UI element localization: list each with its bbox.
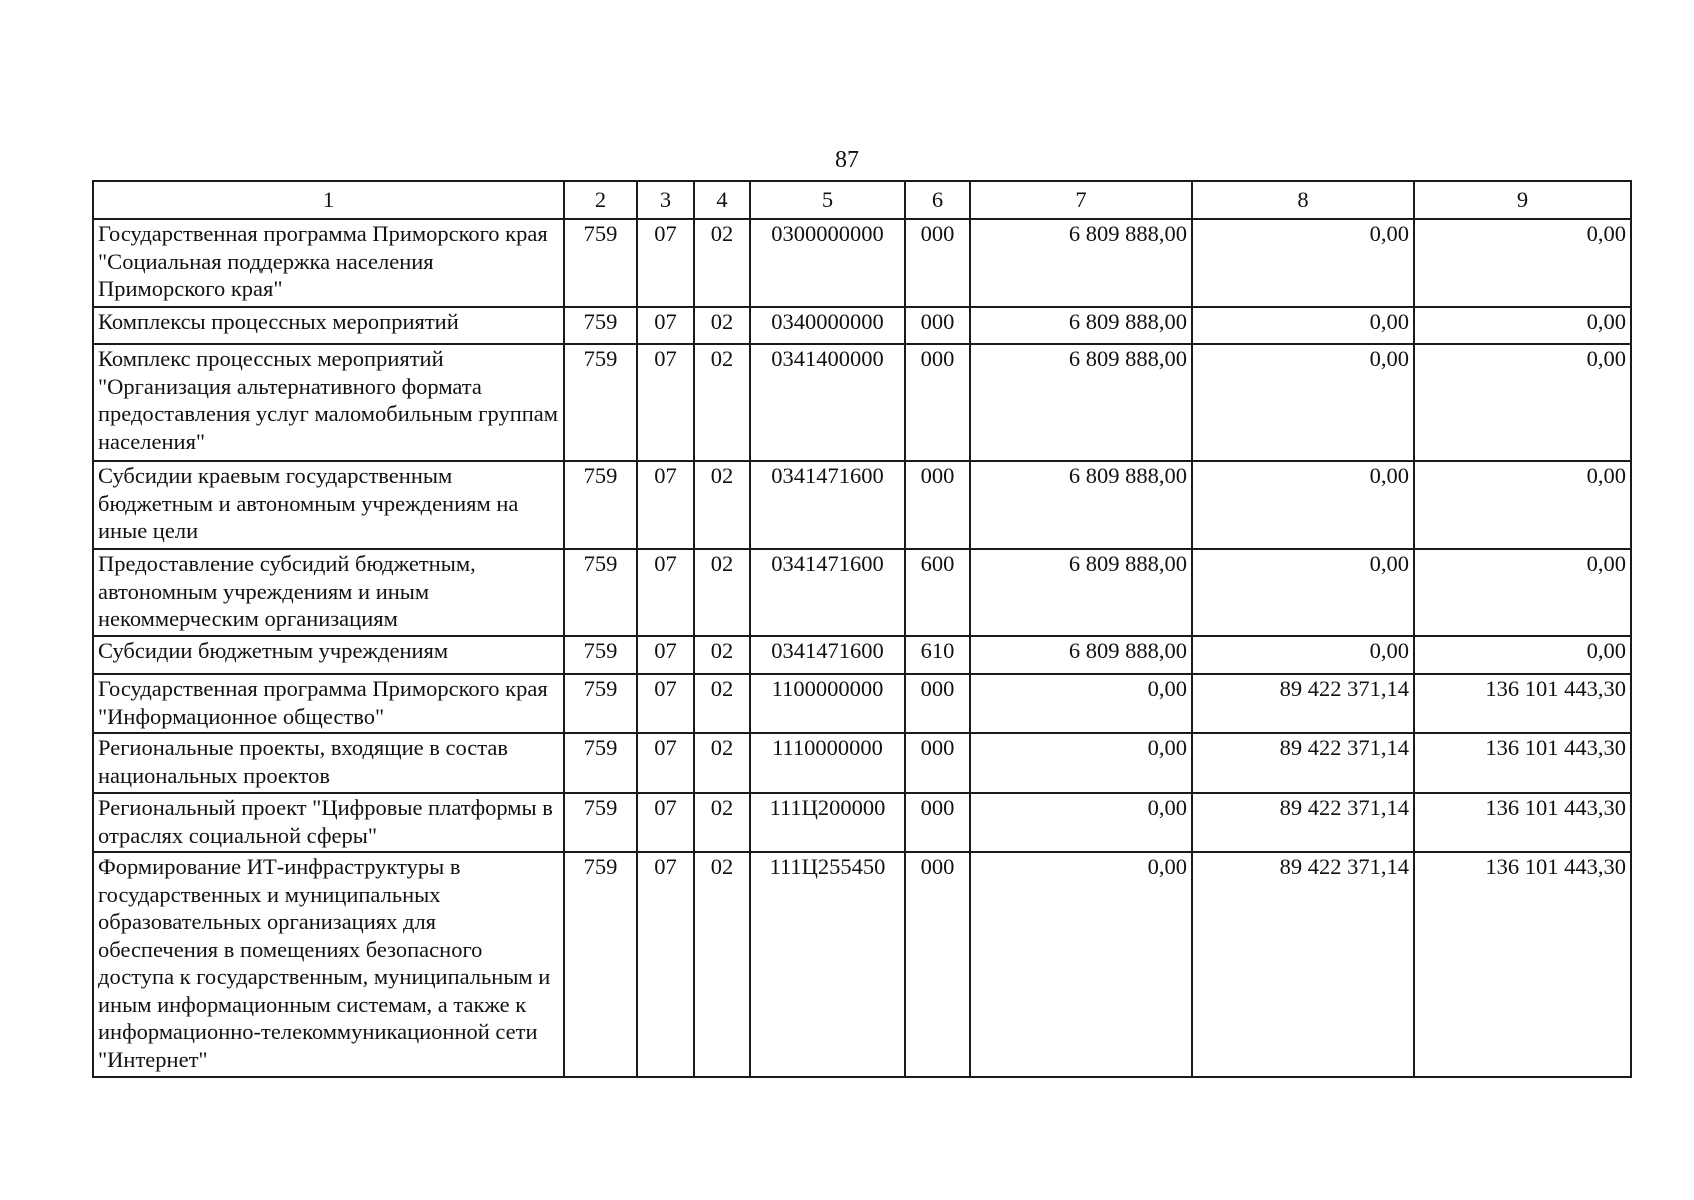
cell-col-6: 000 (905, 793, 970, 852)
cell-col-7: 0,00 (970, 733, 1192, 793)
cell-col-4: 02 (694, 219, 750, 307)
row-name: Государственная программа Приморского края "Информационное общество" (93, 674, 564, 733)
cell-col-4: 02 (694, 461, 750, 549)
cell-col-4: 02 (694, 852, 750, 1077)
cell-col-8: 89 422 371,14 (1192, 674, 1414, 733)
row-name: Субсидии бюджетным учреждениям (93, 636, 564, 674)
cell-col-3: 07 (637, 461, 694, 549)
cell-col-8: 89 422 371,14 (1192, 733, 1414, 793)
cell-col-9: 0,00 (1414, 461, 1631, 549)
cell-col-6: 000 (905, 344, 970, 461)
cell-col-8: 89 422 371,14 (1192, 852, 1414, 1077)
cell-col-9: 0,00 (1414, 219, 1631, 307)
column-header: 5 (750, 181, 905, 219)
cell-col-2: 759 (564, 307, 637, 344)
column-header: 1 (93, 181, 564, 219)
cell-col-3: 07 (637, 219, 694, 307)
cell-col-3: 07 (637, 733, 694, 793)
cell-col-5: 111Ц200000 (750, 793, 905, 852)
cell-col-4: 02 (694, 674, 750, 733)
cell-col-7: 6 809 888,00 (970, 219, 1192, 307)
budget-table (92, 180, 1632, 1078)
cell-col-3: 07 (637, 793, 694, 852)
cell-col-7: 0,00 (970, 793, 1192, 852)
column-header: 7 (970, 181, 1192, 219)
row-name: Региональные проекты, входящие в состав национальных проектов (93, 733, 564, 793)
cell-col-3: 07 (637, 549, 694, 636)
cell-col-8: 0,00 (1192, 344, 1414, 461)
cell-col-2: 759 (564, 219, 637, 307)
cell-col-9: 0,00 (1414, 636, 1631, 674)
cell-col-8: 0,00 (1192, 219, 1414, 307)
cell-col-9: 0,00 (1414, 549, 1631, 636)
cell-col-6: 000 (905, 852, 970, 1077)
cell-col-7: 6 809 888,00 (970, 461, 1192, 549)
table-row (93, 461, 1631, 549)
column-header: 4 (694, 181, 750, 219)
cell-col-7: 6 809 888,00 (970, 344, 1192, 461)
cell-col-6: 600 (905, 549, 970, 636)
column-header: 8 (1192, 181, 1414, 219)
cell-col-4: 02 (694, 793, 750, 852)
cell-col-9: 0,00 (1414, 344, 1631, 461)
cell-col-6: 000 (905, 219, 970, 307)
column-header: 9 (1414, 181, 1631, 219)
column-header: 2 (564, 181, 637, 219)
cell-col-8: 0,00 (1192, 636, 1414, 674)
table-row (93, 219, 1631, 307)
row-name: Комплекс процессных мероприятий "Организация альтернативного формата предоставления услуг маломобильным группам населения" (93, 344, 564, 461)
cell-col-7: 6 809 888,00 (970, 636, 1192, 674)
table-row (93, 549, 1631, 636)
cell-col-7: 0,00 (970, 852, 1192, 1077)
row-name: Предоставление субсидий бюджетным, автономным учреждениям и иным некоммерческим организациям (93, 549, 564, 636)
cell-col-6: 610 (905, 636, 970, 674)
cell-col-5: 0341471600 (750, 549, 905, 636)
table-row (93, 793, 1631, 852)
cell-col-4: 02 (694, 636, 750, 674)
page-number: 87 (835, 147, 859, 173)
cell-col-2: 759 (564, 461, 637, 549)
table-row (93, 307, 1631, 344)
cell-col-2: 759 (564, 733, 637, 793)
cell-col-9: 136 101 443,30 (1414, 733, 1631, 793)
row-name: Комплексы процессных мероприятий (93, 307, 564, 344)
cell-col-5: 0341471600 (750, 461, 905, 549)
cell-col-6: 000 (905, 674, 970, 733)
cell-col-8: 0,00 (1192, 461, 1414, 549)
cell-col-4: 02 (694, 344, 750, 461)
cell-col-3: 07 (637, 307, 694, 344)
cell-col-7: 6 809 888,00 (970, 307, 1192, 344)
cell-col-8: 89 422 371,14 (1192, 793, 1414, 852)
cell-col-8: 0,00 (1192, 307, 1414, 344)
cell-col-2: 759 (564, 793, 637, 852)
table-row (93, 674, 1631, 733)
column-header: 3 (637, 181, 694, 219)
row-name: Региональный проект "Цифровые платформы в отраслях социальной сферы" (93, 793, 564, 852)
cell-col-3: 07 (637, 636, 694, 674)
cell-col-2: 759 (564, 636, 637, 674)
cell-col-9: 136 101 443,30 (1414, 852, 1631, 1077)
cell-col-9: 136 101 443,30 (1414, 793, 1631, 852)
cell-col-5: 0341400000 (750, 344, 905, 461)
cell-col-7: 6 809 888,00 (970, 549, 1192, 636)
cell-col-4: 02 (694, 549, 750, 636)
cell-col-4: 02 (694, 733, 750, 793)
table-row (93, 733, 1631, 793)
cell-col-3: 07 (637, 852, 694, 1077)
cell-col-6: 000 (905, 461, 970, 549)
cell-col-5: 1110000000 (750, 733, 905, 793)
cell-col-5: 111Ц255450 (750, 852, 905, 1077)
table-row (93, 344, 1631, 461)
row-name: Формирование ИТ-инфраструктуры в государственных и муниципальных образовательных организациях для обеспечения в помещениях безопасного доступа к государственным, муниципальным и иным информационным системам, а также к информационно-телекоммуникационной сети "Интернет" (93, 852, 564, 1077)
cell-col-3: 07 (637, 344, 694, 461)
table-row (93, 852, 1631, 1077)
cell-col-8: 0,00 (1192, 549, 1414, 636)
cell-col-5: 0340000000 (750, 307, 905, 344)
cell-col-2: 759 (564, 674, 637, 733)
cell-col-6: 000 (905, 733, 970, 793)
cell-col-2: 759 (564, 344, 637, 461)
cell-col-7: 0,00 (970, 674, 1192, 733)
cell-col-9: 136 101 443,30 (1414, 674, 1631, 733)
cell-col-2: 759 (564, 852, 637, 1077)
cell-col-2: 759 (564, 549, 637, 636)
cell-col-6: 000 (905, 307, 970, 344)
cell-col-9: 0,00 (1414, 307, 1631, 344)
cell-col-3: 07 (637, 674, 694, 733)
table-header-row (93, 181, 1631, 219)
cell-col-5: 1100000000 (750, 674, 905, 733)
cell-col-5: 0300000000 (750, 219, 905, 307)
cell-col-4: 02 (694, 307, 750, 344)
row-name: Государственная программа Приморского края "Социальная поддержка населения Приморского края" (93, 219, 564, 307)
column-header: 6 (905, 181, 970, 219)
row-name: Субсидии краевым государственным бюджетным и автономным учреждениям на иные цели (93, 461, 564, 549)
cell-col-5: 0341471600 (750, 636, 905, 674)
table-row (93, 636, 1631, 674)
